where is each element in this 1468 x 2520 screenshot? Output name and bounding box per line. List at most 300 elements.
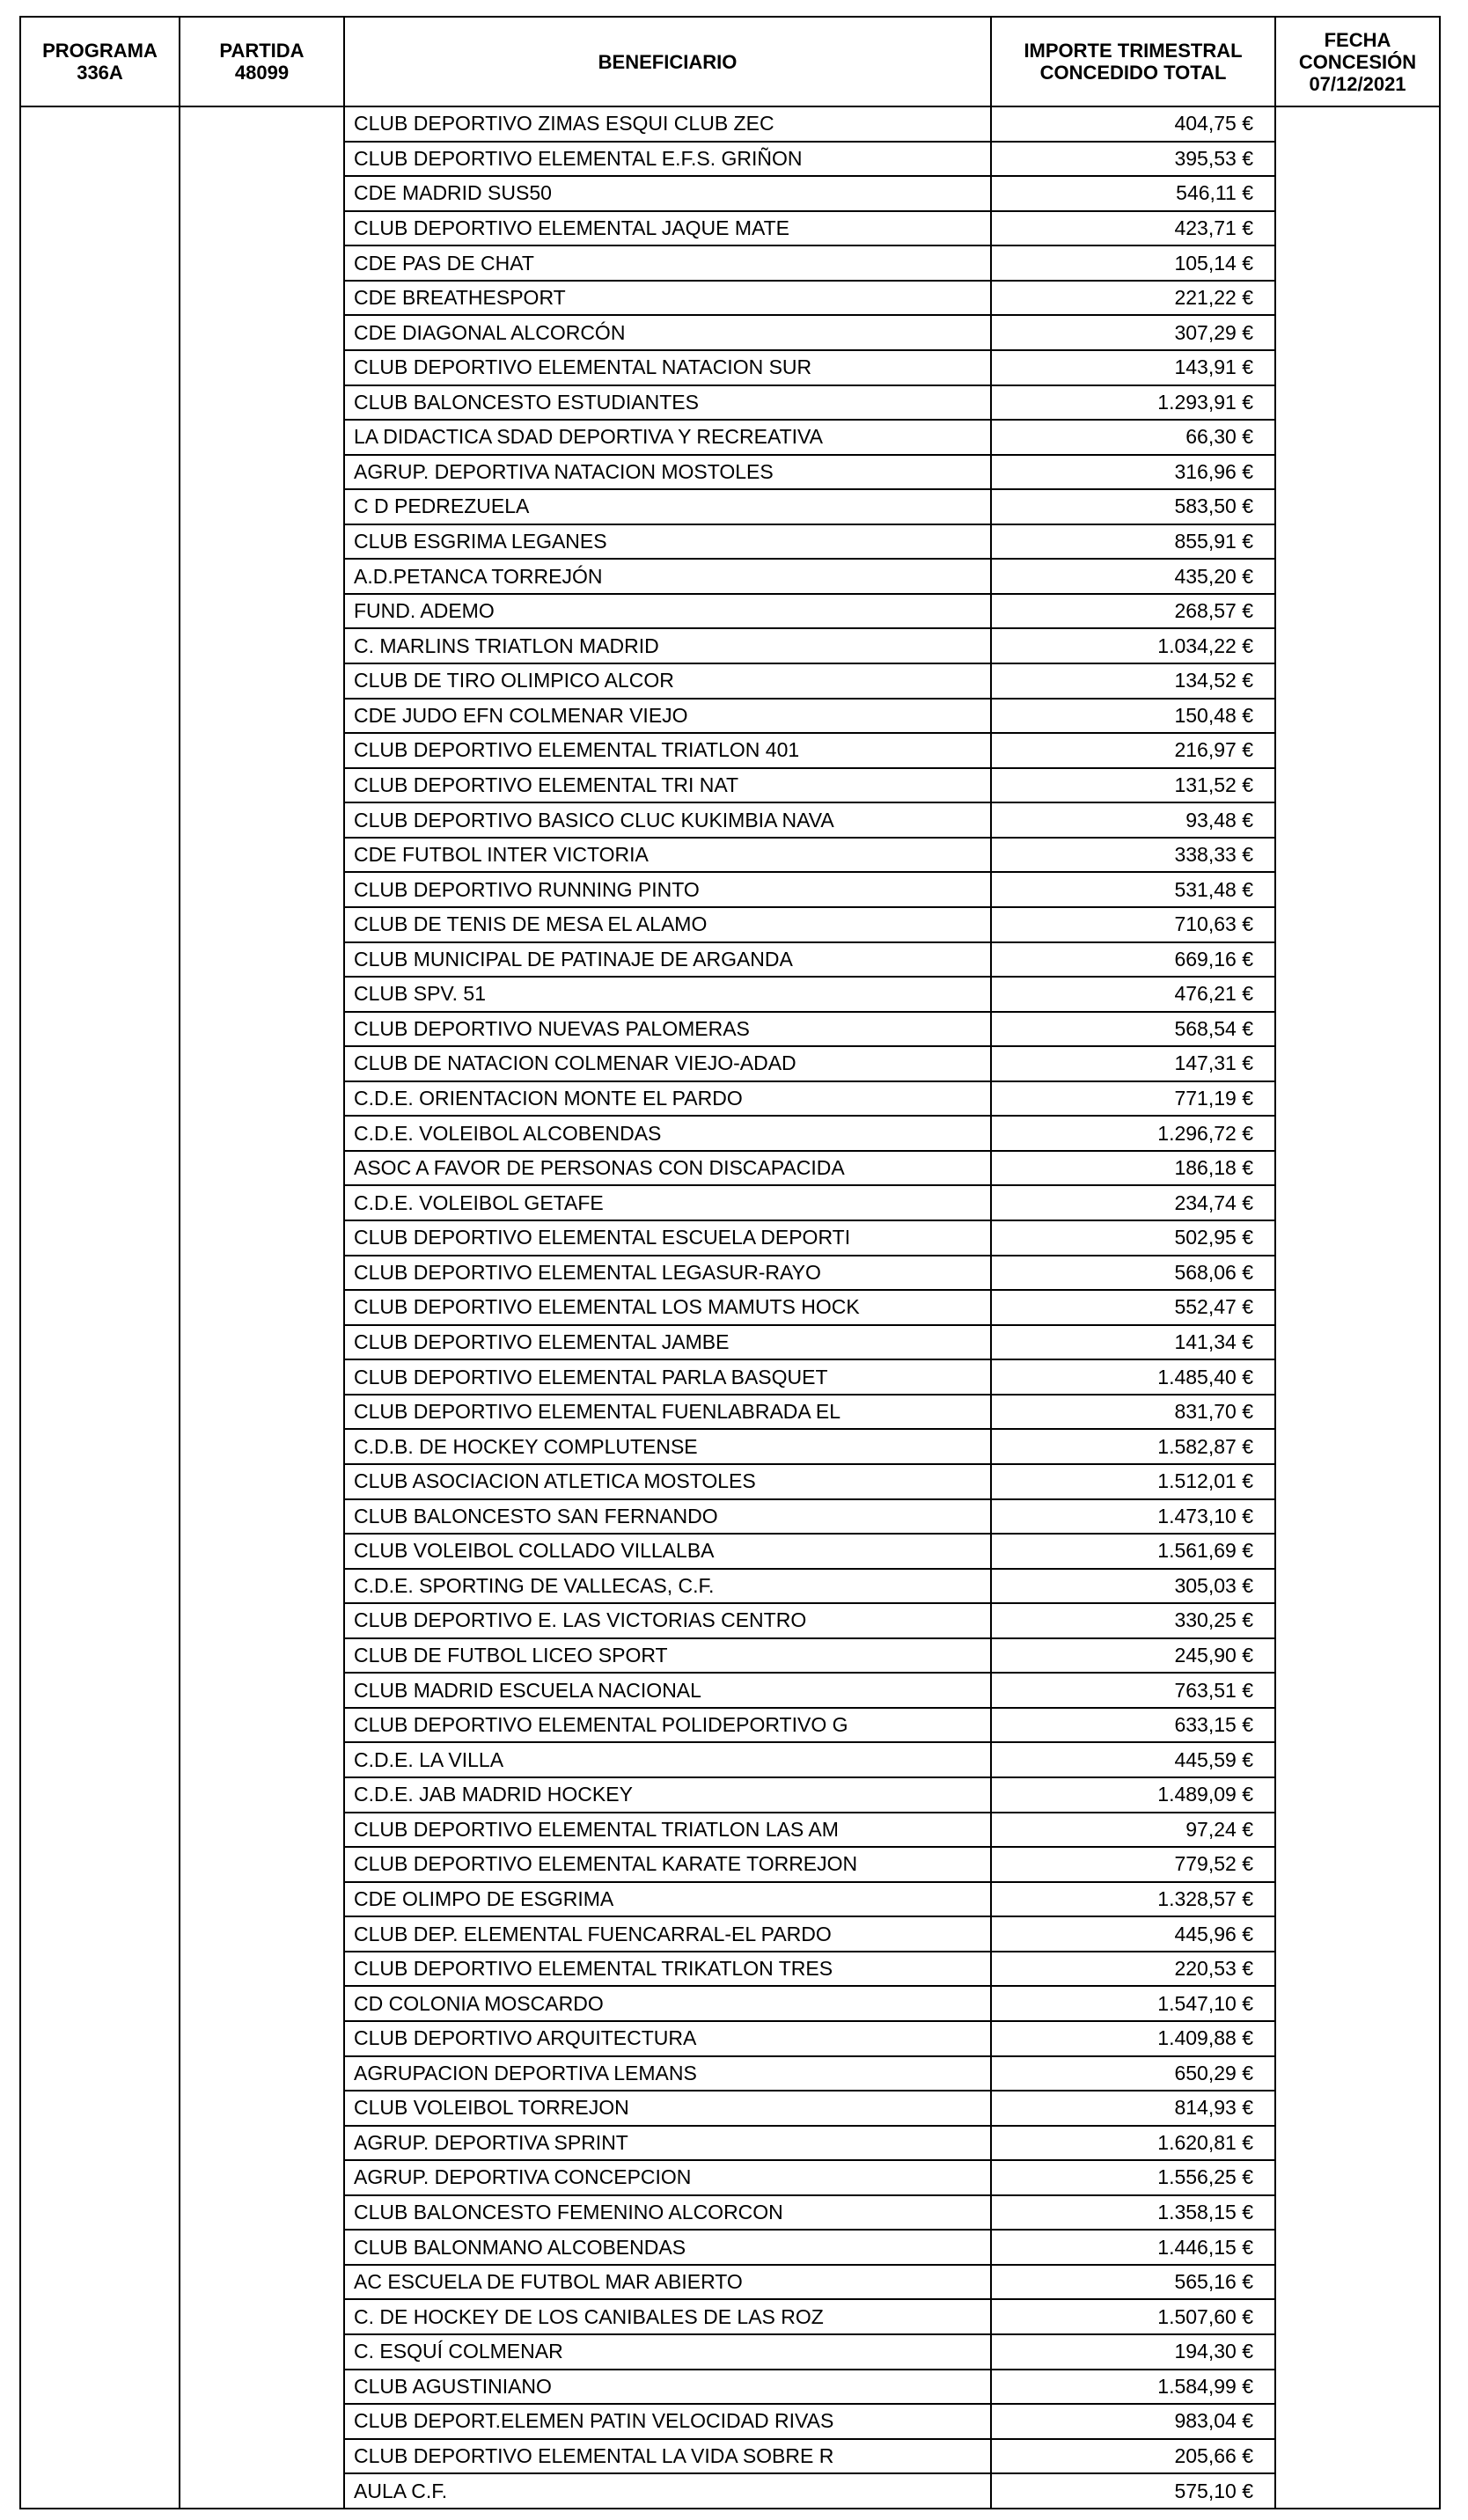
importe-cell: 66,30 € [991, 420, 1275, 455]
partida-cell [180, 1569, 344, 1604]
table-row [20, 1603, 1440, 1638]
beneficiario-cell: CLUB DEPORTIVO ELEMENTAL TRIKATLON TRES [344, 1952, 991, 1987]
table-row [20, 1777, 1440, 1813]
partida-cell [180, 1882, 344, 1917]
table-row [20, 245, 1440, 281]
fecha-cell [1275, 455, 1440, 490]
importe-cell: 134,52 € [991, 663, 1275, 699]
programa-cell [20, 1638, 180, 1674]
importe-cell: 143,91 € [991, 350, 1275, 385]
table-row [20, 1882, 1440, 1917]
partida-cell [180, 2091, 344, 2126]
importe-cell: 568,06 € [991, 1256, 1275, 1291]
programa-cell [20, 907, 180, 942]
partida-cell [180, 1429, 344, 1464]
fecha-cell [1275, 420, 1440, 455]
programa-cell [20, 663, 180, 699]
beneficiario-cell: C.D.E. SPORTING DE VALLECAS, C.F. [344, 1569, 991, 1604]
beneficiario-cell: CLUB BALONMANO ALCOBENDAS [344, 2230, 991, 2265]
programa-cell [20, 942, 180, 978]
beneficiario-cell: CLUB DEPORT.ELEMEN PATIN VELOCIDAD RIVAS [344, 2404, 991, 2439]
partida-cell [180, 1673, 344, 1708]
beneficiario-cell: AGRUP. DEPORTIVA SPRINT [344, 2126, 991, 2161]
fecha-cell [1275, 211, 1440, 246]
fecha-cell [1275, 281, 1440, 316]
importe-cell: 234,74 € [991, 1185, 1275, 1220]
table-row [20, 1916, 1440, 1952]
importe-cell: 1.547,10 € [991, 1986, 1275, 2021]
fecha-cell [1275, 1081, 1440, 1117]
beneficiario-cell: CLUB DEPORTIVO ELEMENTAL POLIDEPORTIVO G [344, 1708, 991, 1743]
table-row [20, 1395, 1440, 1430]
fecha-cell [1275, 768, 1440, 803]
partida-cell [180, 663, 344, 699]
importe-cell: 568,54 € [991, 1012, 1275, 1047]
fecha-cell [1275, 1012, 1440, 1047]
importe-cell: 1.582,87 € [991, 1429, 1275, 1464]
partida-cell [180, 768, 344, 803]
header-fecha-line2: CONCESIÓN [1298, 50, 1417, 73]
table-row [20, 315, 1440, 350]
programa-cell [20, 1952, 180, 1987]
fecha-cell [1275, 1673, 1440, 1708]
programa-cell [20, 455, 180, 490]
beneficiario-cell: CLUB DEPORTIVO ELEMENTAL JAMBE [344, 1325, 991, 1360]
fecha-cell [1275, 1359, 1440, 1395]
beneficiario-cell: CLUB AGUSTINIANO [344, 2370, 991, 2405]
importe-cell: 307,29 € [991, 315, 1275, 350]
fecha-cell [1275, 942, 1440, 978]
fecha-cell [1275, 1638, 1440, 1674]
partida-cell [180, 385, 344, 421]
fecha-cell [1275, 872, 1440, 907]
importe-cell: 502,95 € [991, 1220, 1275, 1256]
programa-cell [20, 1986, 180, 2021]
programa-cell [20, 2265, 180, 2300]
beneficiario-cell: CLUB VOLEIBOL COLLADO VILLALBA [344, 1534, 991, 1569]
partida-cell [180, 1813, 344, 1848]
fecha-cell [1275, 1325, 1440, 1360]
beneficiario-cell: CLUB DEPORTIVO ELEMENTAL TRIATLON 401 [344, 733, 991, 768]
partida-cell [180, 1777, 344, 1813]
programa-cell [20, 1185, 180, 1220]
partida-cell [180, 2299, 344, 2334]
partida-cell [180, 2404, 344, 2439]
fecha-cell [1275, 838, 1440, 873]
header-partida-label: PARTIDA [219, 40, 305, 62]
partida-cell [180, 281, 344, 316]
table-row [20, 2091, 1440, 2126]
partida-cell [180, 802, 344, 838]
programa-cell [20, 2370, 180, 2405]
partida-cell [180, 315, 344, 350]
importe-cell: 1.296,72 € [991, 1116, 1275, 1151]
beneficiario-cell: AGRUPACION DEPORTIVA LEMANS [344, 2056, 991, 2091]
table-row [20, 1359, 1440, 1395]
programa-cell [20, 245, 180, 281]
beneficiario-cell: CLUB DEPORTIVO ELEMENTAL E.F.S. GRIÑON [344, 142, 991, 177]
table-row [20, 1742, 1440, 1777]
partida-cell [180, 1708, 344, 1743]
beneficiario-cell: CLUB DE TENIS DE MESA EL ALAMO [344, 907, 991, 942]
programa-cell [20, 2021, 180, 2056]
fecha-cell [1275, 1882, 1440, 1917]
table-row [20, 838, 1440, 873]
table-row [20, 559, 1440, 594]
partida-cell [180, 420, 344, 455]
partida-cell [180, 872, 344, 907]
fecha-cell [1275, 2056, 1440, 2091]
importe-cell: 245,90 € [991, 1638, 1275, 1674]
table-row [20, 1986, 1440, 2021]
programa-cell [20, 1256, 180, 1291]
partida-cell [180, 1220, 344, 1256]
partida-cell [180, 2439, 344, 2474]
programa-cell [20, 2195, 180, 2231]
programa-cell [20, 872, 180, 907]
beneficiario-cell: CDE OLIMPO DE ESGRIMA [344, 1882, 991, 1917]
beneficiario-cell: CLUB MADRID ESCUELA NACIONAL [344, 1673, 991, 1708]
table-row [20, 1325, 1440, 1360]
table-row [20, 1081, 1440, 1117]
beneficiario-cell: C.D.E. LA VILLA [344, 1742, 991, 1777]
programa-cell [20, 699, 180, 734]
fecha-cell [1275, 1813, 1440, 1848]
partida-cell [180, 1499, 344, 1535]
table-row [20, 733, 1440, 768]
partida-cell [180, 1151, 344, 1186]
fecha-cell [1275, 1847, 1440, 1882]
importe-cell: 445,59 € [991, 1742, 1275, 1777]
importe-cell: 779,52 € [991, 1847, 1275, 1882]
table-row [20, 1256, 1440, 1291]
header-fecha [1275, 17, 1440, 106]
fecha-cell [1275, 315, 1440, 350]
beneficiario-cell: CLUB DEPORTIVO ELEMENTAL JAQUE MATE [344, 211, 991, 246]
partida-cell [180, 489, 344, 524]
partida-cell [180, 2021, 344, 2056]
beneficiario-cell: C.D.B. DE HOCKEY COMPLUTENSE [344, 1429, 991, 1464]
table-row [20, 420, 1440, 455]
table-row [20, 385, 1440, 421]
partida-cell [180, 1916, 344, 1952]
beneficiario-cell: C.D.E. JAB MADRID HOCKEY [344, 1777, 991, 1813]
importe-cell: 268,57 € [991, 594, 1275, 629]
partida-cell [180, 106, 344, 142]
table-row [20, 628, 1440, 663]
fecha-cell [1275, 2473, 1440, 2509]
fecha-cell [1275, 2230, 1440, 2265]
header-beneficiario-label: BENEFICIARIO [598, 50, 738, 73]
beneficiario-cell: CLUB DEPORTIVO E. LAS VICTORIAS CENTRO [344, 1603, 991, 1638]
programa-cell [20, 350, 180, 385]
fecha-cell [1275, 106, 1440, 142]
programa-cell [20, 1603, 180, 1638]
programa-cell [20, 2056, 180, 2091]
beneficiario-cell: C. DE HOCKEY DE LOS CANIBALES DE LAS ROZ [344, 2299, 991, 2334]
programa-cell [20, 2126, 180, 2161]
table-row [20, 2021, 1440, 2056]
programa-cell [20, 106, 180, 142]
programa-cell [20, 1847, 180, 1882]
beneficiario-cell: C. MARLINS TRIATLON MADRID [344, 628, 991, 663]
programa-cell [20, 1916, 180, 1952]
fecha-cell [1275, 1290, 1440, 1325]
table-row [20, 455, 1440, 490]
programa-cell [20, 1359, 180, 1395]
table-row [20, 2160, 1440, 2195]
table-row [20, 2473, 1440, 2509]
table-row [20, 142, 1440, 177]
beneficiario-cell: CLUB DEPORTIVO ELEMENTAL TRIATLON LAS AM [344, 1813, 991, 1848]
partida-cell [180, 1325, 344, 1360]
partida-cell [180, 2370, 344, 2405]
table-row [20, 1012, 1440, 1047]
beneficiario-cell: CLUB ESGRIMA LEGANES [344, 524, 991, 560]
table-row [20, 802, 1440, 838]
beneficiario-cell: CDE JUDO EFN COLMENAR VIEJO [344, 699, 991, 734]
partida-cell [180, 733, 344, 768]
table-row [20, 1499, 1440, 1535]
programa-cell [20, 2299, 180, 2334]
beneficiario-cell: C.D.E. ORIENTACION MONTE EL PARDO [344, 1081, 991, 1117]
partida-cell [180, 594, 344, 629]
partida-cell [180, 142, 344, 177]
programa-cell [20, 524, 180, 560]
importe-cell: 1.409,88 € [991, 2021, 1275, 2056]
programa-cell [20, 1220, 180, 1256]
fecha-cell [1275, 2160, 1440, 2195]
programa-cell [20, 176, 180, 211]
programa-cell [20, 2473, 180, 2509]
importe-cell: 205,66 € [991, 2439, 1275, 2474]
importe-cell: 546,11 € [991, 176, 1275, 211]
partida-cell [180, 2056, 344, 2091]
fecha-cell [1275, 2370, 1440, 2405]
importe-cell: 575,10 € [991, 2473, 1275, 2509]
fecha-cell [1275, 2439, 1440, 2474]
importe-cell: 131,52 € [991, 768, 1275, 803]
importe-cell: 186,18 € [991, 1151, 1275, 1186]
beneficiario-cell: CLUB DEPORTIVO ELEMENTAL LOS MAMUTS HOCK [344, 1290, 991, 1325]
importe-cell: 669,16 € [991, 942, 1275, 978]
programa-cell [20, 733, 180, 768]
importe-cell: 150,48 € [991, 699, 1275, 734]
partida-cell [180, 838, 344, 873]
programa-cell [20, 977, 180, 1012]
subsidies-table [19, 16, 1441, 2509]
partida-cell [180, 350, 344, 385]
beneficiario-cell: A.D.PETANCA TORREJÓN [344, 559, 991, 594]
beneficiario-cell: CLUB DEP. ELEMENTAL FUENCARRAL-EL PARDO [344, 1916, 991, 1952]
table-row [20, 2126, 1440, 2161]
importe-cell: 1.293,91 € [991, 385, 1275, 421]
partida-cell [180, 2230, 344, 2265]
programa-cell [20, 559, 180, 594]
fecha-cell [1275, 524, 1440, 560]
programa-cell [20, 1499, 180, 1535]
table-row [20, 350, 1440, 385]
partida-cell [180, 1290, 344, 1325]
beneficiario-cell: CLUB DE NATACION COLMENAR VIEJO-ADAD [344, 1046, 991, 1081]
table-row [20, 2265, 1440, 2300]
importe-cell: 338,33 € [991, 838, 1275, 873]
importe-cell: 93,48 € [991, 802, 1275, 838]
partida-cell [180, 455, 344, 490]
header-programa-label: PROGRAMA [42, 40, 158, 62]
beneficiario-cell: CLUB DEPORTIVO ELEMENTAL KARATE TORREJON [344, 1847, 991, 1882]
fecha-cell [1275, 2091, 1440, 2126]
fecha-cell [1275, 1499, 1440, 1535]
partida-cell [180, 176, 344, 211]
beneficiario-cell: CLUB DEPORTIVO ELEMENTAL NATACION SUR [344, 350, 991, 385]
table-row [20, 1708, 1440, 1743]
programa-cell [20, 2334, 180, 2370]
table-row [20, 2230, 1440, 2265]
programa-cell [20, 2439, 180, 2474]
programa-cell [20, 1012, 180, 1047]
beneficiario-cell: CDE BREATHESPORT [344, 281, 991, 316]
importe-cell: 814,93 € [991, 2091, 1275, 2126]
beneficiario-cell: AULA C.F. [344, 2473, 991, 2509]
programa-cell [20, 281, 180, 316]
partida-cell [180, 1256, 344, 1291]
beneficiario-cell: CLUB DEPORTIVO ARQUITECTURA [344, 2021, 991, 2056]
beneficiario-cell: CD COLONIA MOSCARDO [344, 1986, 991, 2021]
table-row [20, 594, 1440, 629]
programa-cell [20, 768, 180, 803]
importe-cell: 147,31 € [991, 1046, 1275, 1081]
fecha-cell [1275, 2334, 1440, 2370]
fecha-cell [1275, 2021, 1440, 2056]
programa-cell [20, 1290, 180, 1325]
partida-cell [180, 1012, 344, 1047]
fecha-cell [1275, 385, 1440, 421]
importe-cell: 1.556,25 € [991, 2160, 1275, 2195]
importe-cell: 1.512,01 € [991, 1464, 1275, 1499]
importe-cell: 1.561,69 € [991, 1534, 1275, 1569]
fecha-cell [1275, 1986, 1440, 2021]
header-importe [991, 17, 1275, 106]
fecha-cell [1275, 628, 1440, 663]
table-row [20, 1151, 1440, 1186]
fecha-cell [1275, 1395, 1440, 1430]
header-partida [180, 17, 344, 106]
partida-cell [180, 1638, 344, 1674]
partida-cell [180, 2126, 344, 2161]
importe-cell: 1.358,15 € [991, 2195, 1275, 2231]
importe-cell: 220,53 € [991, 1952, 1275, 1987]
beneficiario-cell: C D PEDREZUELA [344, 489, 991, 524]
beneficiario-cell: CDE PAS DE CHAT [344, 245, 991, 281]
importe-cell: 771,19 € [991, 1081, 1275, 1117]
programa-cell [20, 1569, 180, 1604]
importe-cell: 983,04 € [991, 2404, 1275, 2439]
beneficiario-cell: CLUB DEPORTIVO ZIMAS ESQUI CLUB ZEC [344, 106, 991, 142]
beneficiario-cell: CLUB ASOCIACION ATLETICA MOSTOLES [344, 1464, 991, 1499]
fecha-cell [1275, 1256, 1440, 1291]
partida-cell [180, 699, 344, 734]
fecha-cell [1275, 1534, 1440, 1569]
partida-cell [180, 1986, 344, 2021]
partida-cell [180, 2473, 344, 2509]
table-row [20, 524, 1440, 560]
programa-cell [20, 594, 180, 629]
table-row [20, 2334, 1440, 2370]
table-row [20, 281, 1440, 316]
programa-cell [20, 2230, 180, 2265]
importe-cell: 565,16 € [991, 2265, 1275, 2300]
fecha-cell [1275, 2404, 1440, 2439]
importe-cell: 1.446,15 € [991, 2230, 1275, 2265]
beneficiario-cell: CLUB MUNICIPAL DE PATINAJE DE ARGANDA [344, 942, 991, 978]
table-row [20, 2195, 1440, 2231]
table-row [20, 211, 1440, 246]
partida-cell [180, 628, 344, 663]
table-row [20, 106, 1440, 142]
programa-cell [20, 489, 180, 524]
table-row [20, 768, 1440, 803]
programa-cell [20, 211, 180, 246]
table-row [20, 2439, 1440, 2474]
table-row [20, 942, 1440, 978]
fecha-cell [1275, 1603, 1440, 1638]
importe-cell: 1.473,10 € [991, 1499, 1275, 1535]
programa-cell [20, 420, 180, 455]
fecha-cell [1275, 2299, 1440, 2334]
table-row [20, 1220, 1440, 1256]
programa-cell [20, 802, 180, 838]
header-row [20, 17, 1440, 106]
importe-cell: 1.620,81 € [991, 2126, 1275, 2161]
beneficiario-cell: AC ESCUELA DE FUTBOL MAR ABIERTO [344, 2265, 991, 2300]
table-row [20, 2299, 1440, 2334]
fecha-cell [1275, 2265, 1440, 2300]
table-row [20, 1673, 1440, 1708]
importe-cell: 330,25 € [991, 1603, 1275, 1638]
partida-cell [180, 1952, 344, 1987]
fecha-cell [1275, 1742, 1440, 1777]
partida-cell [180, 1185, 344, 1220]
fecha-cell [1275, 489, 1440, 524]
importe-cell: 710,63 € [991, 907, 1275, 942]
importe-cell: 1.485,40 € [991, 1359, 1275, 1395]
programa-cell [20, 315, 180, 350]
beneficiario-cell: C. ESQUÍ COLMENAR [344, 2334, 991, 2370]
programa-cell [20, 385, 180, 421]
partida-cell [180, 1359, 344, 1395]
programa-cell [20, 2091, 180, 2126]
fecha-cell [1275, 802, 1440, 838]
programa-cell [20, 1429, 180, 1464]
beneficiario-cell: CLUB BALONCESTO SAN FERNANDO [344, 1499, 991, 1535]
header-importe-line1: IMPORTE TRIMESTRAL [1024, 40, 1243, 62]
beneficiario-cell: C.D.E. VOLEIBOL GETAFE [344, 1185, 991, 1220]
beneficiario-cell: CLUB SPV. 51 [344, 977, 991, 1012]
partida-cell [180, 2265, 344, 2300]
programa-cell [20, 1742, 180, 1777]
fecha-cell [1275, 1952, 1440, 1987]
partida-cell [180, 1081, 344, 1117]
fecha-cell [1275, 733, 1440, 768]
importe-cell: 105,14 € [991, 245, 1275, 281]
table-row [20, 1534, 1440, 1569]
partida-cell [180, 1534, 344, 1569]
table-row [20, 907, 1440, 942]
header-programa-code: 336A [77, 62, 123, 84]
partida-cell [180, 977, 344, 1012]
table-row [20, 1813, 1440, 1848]
